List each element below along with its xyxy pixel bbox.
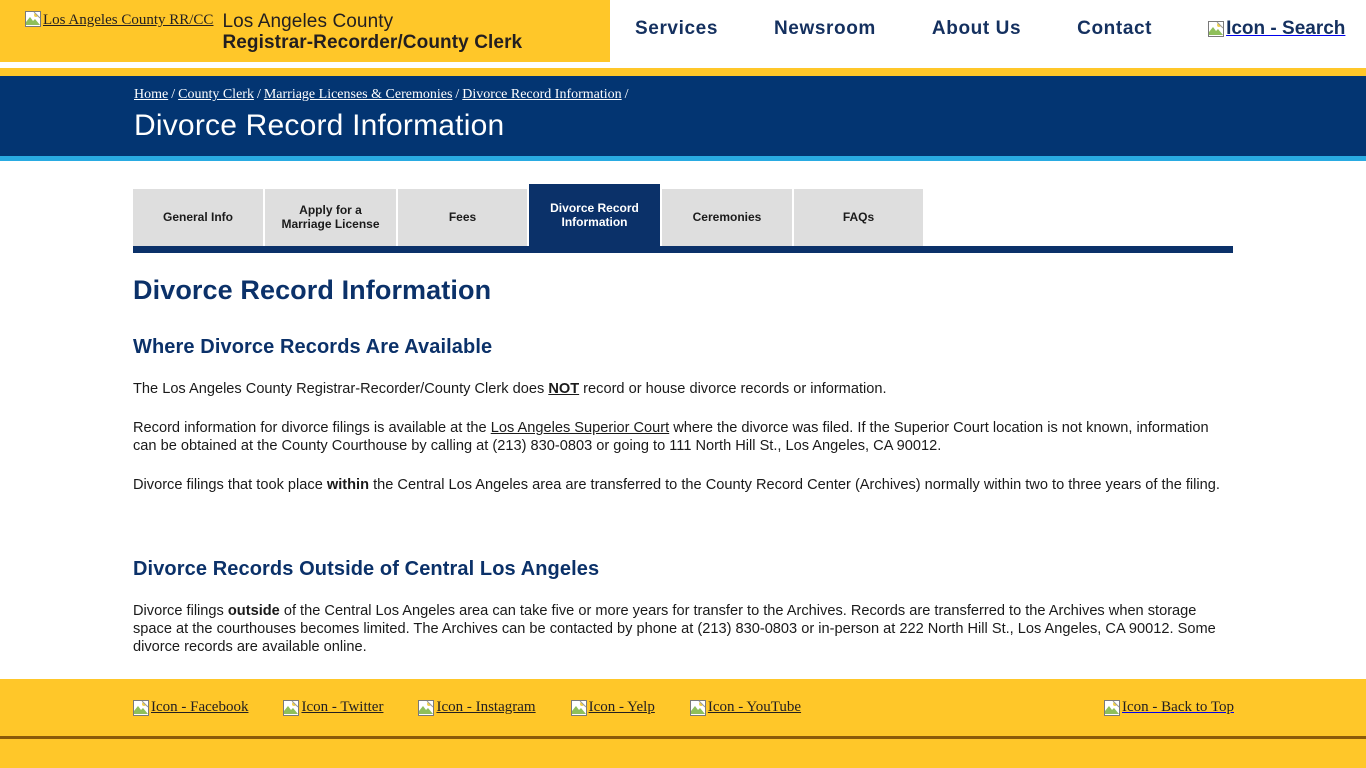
main-content [0, 253, 1366, 657]
breadcrumb-item-home[interactable]: Home [134, 87, 169, 102]
section-heading-where-available: Where Divorce Records Are Available [133, 335, 493, 358]
tab-general-info[interactable]: General Info [133, 189, 263, 246]
tabs-area [0, 161, 1366, 253]
paragraph-no-divorce-records [133, 380, 1233, 398]
tab-fees[interactable]: Fees [398, 189, 527, 246]
breadcrumb [134, 86, 1366, 104]
tabs-underline [133, 246, 1233, 253]
social-alt-text-facebook: Icon - Facebook [151, 699, 249, 715]
breadcrumb-separator: / [256, 87, 261, 102]
tab-divorce-record-information[interactable]: Divorce Record Information [529, 184, 660, 246]
paragraph-text: record or house divorce records or information. [579, 380, 887, 397]
tab-list [0, 184, 1366, 246]
paragraph-text: where the divorce was filed. If the Superior Court location is not known, information can be obtained at the County Courthouse by calling at (213) 830-0803 or going to 111 North Hill St., Los Angeles, CA 90012. [133, 419, 1209, 454]
nav-item-services[interactable]: Services [635, 18, 718, 39]
back-to-top-button[interactable] [1104, 699, 1234, 716]
site-footer [0, 679, 1366, 768]
social-link-instagram[interactable] [418, 699, 535, 716]
paragraph-superior-court [133, 419, 1233, 455]
broken-image-icon [1208, 21, 1224, 37]
brand-line-county: Los Angeles County [222, 11, 394, 32]
page-banner [0, 76, 1366, 156]
section-heading-outside-central-la: Divorce Records Outside of Central Los Angeles [133, 558, 600, 581]
social-alt-text-twitter: Icon - Twitter [301, 699, 384, 715]
broken-image-icon [283, 700, 299, 716]
broken-image-icon [418, 700, 434, 716]
banner-title: Divorce Record Information [134, 109, 505, 143]
breadcrumb-item-divorce-record-information[interactable]: Divorce Record Information [462, 87, 622, 102]
search-button[interactable] [1208, 18, 1345, 40]
site-logo-alt-text: Los Angeles County RR/CC [43, 12, 214, 28]
breadcrumb-item-county-clerk[interactable]: County Clerk [178, 87, 254, 102]
paragraph-text: Divorce filings [133, 603, 228, 620]
footer-bottom-bar [0, 739, 1366, 768]
link-los-angeles-superior-court[interactable]: Los Angeles Superior Court [490, 419, 670, 436]
paragraph-text: of the Central Los Angeles area can take five or more years for transfer to the Archives. Records are transferred to the Archives when storage space at the courthouses becomes limited. The Archives can be contacted by phone at (213) 830-0803 or in-person at 222 North Hill St., Los Angeles, CA 90012. Some divorce records are available online. [133, 603, 1216, 656]
paragraph-text: The Los Angeles County Registrar-Recorder/County Clerk does [133, 380, 549, 397]
broken-image-icon [571, 700, 587, 716]
header-yellow-rule [0, 68, 1366, 76]
back-to-top-alt-text: Icon - Back to Top [1122, 699, 1234, 715]
tab-ceremonies[interactable]: Ceremonies [662, 189, 792, 246]
tab-apply-for-a-marriage-license[interactable]: Apply for a Marriage License [265, 189, 396, 246]
brand-line-department: Registrar-Recorder/County Clerk [222, 32, 523, 54]
emphasis-within: within [326, 476, 370, 493]
section-spacer [133, 494, 1233, 528]
footer-top-row [0, 679, 1366, 736]
breadcrumb-separator-trailing: / [624, 87, 629, 102]
site-header [0, 0, 1366, 62]
paragraph-text: Record information for divorce filings is available at the [133, 419, 491, 436]
social-link-twitter[interactable] [283, 699, 383, 716]
social-alt-text-instagram: Icon - Instagram [436, 699, 536, 715]
nav-item-newsroom[interactable]: Newsroom [773, 18, 876, 39]
broken-image-icon [690, 700, 706, 716]
social-links [133, 699, 836, 716]
nav-item-contact[interactable]: Contact [1077, 18, 1153, 39]
broken-image-icon [133, 700, 149, 716]
brand-block [0, 0, 610, 62]
main-navigation [610, 0, 1366, 62]
social-link-youtube[interactable] [690, 699, 801, 716]
paragraph-outside-central-la [133, 602, 1233, 656]
brand-text [213, 8, 522, 54]
social-alt-text-yelp: Icon - Yelp [588, 699, 655, 715]
paragraph-text: the Central Los Angeles area are transferred to the County Record Center (Archives) normally within two to three years of the filing. [369, 476, 1220, 493]
social-link-yelp[interactable] [571, 699, 655, 716]
broken-image-icon [1104, 700, 1120, 716]
site-logo-link[interactable] [0, 8, 213, 29]
social-link-facebook[interactable] [133, 699, 248, 716]
breadcrumb-separator: / [455, 87, 460, 102]
emphasis-outside: outside [227, 603, 280, 620]
page-title: Divorce Record Information [133, 274, 492, 305]
tab-faqs[interactable]: FAQs [794, 189, 923, 246]
social-alt-text-youtube: Icon - YouTube [707, 699, 802, 715]
nav-item-about-us[interactable]: About Us [931, 18, 1022, 39]
breadcrumb-separator: / [171, 87, 176, 102]
emphasis-not: NOT [548, 380, 580, 397]
broken-image-icon [25, 11, 41, 27]
paragraph-text: Divorce filings that took place [133, 476, 327, 493]
paragraph-within-central-la [133, 476, 1233, 494]
search-icon-alt-text: Icon - Search [1226, 18, 1346, 39]
breadcrumb-item-marriage-licenses-ceremonies[interactable]: Marriage Licenses & Ceremonies [263, 87, 453, 102]
